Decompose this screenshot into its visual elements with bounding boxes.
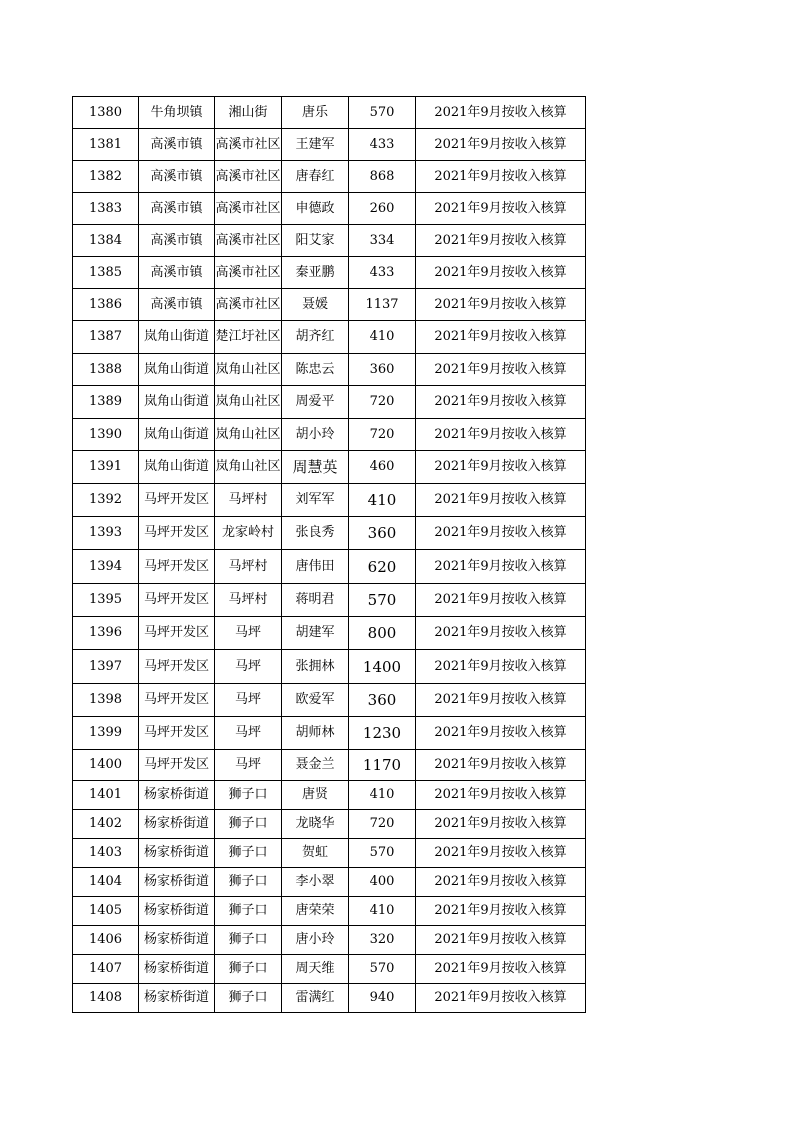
table-row xyxy=(73,451,586,484)
person-name-cell: 申德政 xyxy=(282,193,349,225)
community-cell: 龙家岭村 xyxy=(215,517,282,550)
row-number-cell: 1408 xyxy=(73,984,139,1013)
table-row xyxy=(73,321,586,354)
table-row xyxy=(73,225,586,257)
amount-cell: 410 xyxy=(349,321,416,354)
amount-cell: 433 xyxy=(349,257,416,289)
amount-cell: 800 xyxy=(349,617,416,650)
person-name-cell: 唐荣荣 xyxy=(282,897,349,926)
note-cell: 2021年9月按收入核算 xyxy=(416,354,586,386)
row-number-cell: 1406 xyxy=(73,926,139,955)
table-row xyxy=(73,781,586,810)
note-cell: 2021年9月按收入核算 xyxy=(416,781,586,810)
community-cell: 高溪市社区 xyxy=(215,161,282,193)
note-cell: 2021年9月按收入核算 xyxy=(416,897,586,926)
row-number-cell: 1383 xyxy=(73,193,139,225)
row-number-cell: 1384 xyxy=(73,225,139,257)
community-cell: 岚角山社区 xyxy=(215,419,282,451)
amount-cell: 620 xyxy=(349,550,416,584)
amount-cell: 1400 xyxy=(349,650,416,684)
person-name-cell: 陈忠云 xyxy=(282,354,349,386)
amount-cell: 570 xyxy=(349,955,416,984)
row-number-cell: 1401 xyxy=(73,781,139,810)
community-cell: 狮子口 xyxy=(215,926,282,955)
community-cell: 狮子口 xyxy=(215,810,282,839)
person-name-cell: 秦亚鹏 xyxy=(282,257,349,289)
community-cell: 岚角山社区 xyxy=(215,354,282,386)
row-number-cell: 1394 xyxy=(73,550,139,584)
community-cell: 高溪市社区 xyxy=(215,289,282,321)
amount-cell: 868 xyxy=(349,161,416,193)
table-row xyxy=(73,717,586,750)
person-name-cell: 唐伟田 xyxy=(282,550,349,584)
town-cell: 马坪开发区 xyxy=(139,617,215,650)
town-cell: 牛角坝镇 xyxy=(139,97,215,129)
note-cell: 2021年9月按收入核算 xyxy=(416,810,586,839)
table-row xyxy=(73,617,586,650)
town-cell: 岚角山街道 xyxy=(139,321,215,354)
community-cell: 岚角山社区 xyxy=(215,386,282,419)
row-number-cell: 1403 xyxy=(73,839,139,868)
person-name-cell: 聂金兰 xyxy=(282,750,349,781)
table-row xyxy=(73,161,586,193)
table-row xyxy=(73,926,586,955)
note-cell: 2021年9月按收入核算 xyxy=(416,484,586,517)
community-cell: 高溪市社区 xyxy=(215,257,282,289)
person-name-cell: 胡师林 xyxy=(282,717,349,750)
table-row xyxy=(73,517,586,550)
note-cell: 2021年9月按收入核算 xyxy=(416,321,586,354)
note-cell: 2021年9月按收入核算 xyxy=(416,839,586,868)
amount-cell: 1170 xyxy=(349,750,416,781)
table-row xyxy=(73,354,586,386)
row-number-cell: 1390 xyxy=(73,419,139,451)
town-cell: 杨家桥街道 xyxy=(139,897,215,926)
community-cell: 狮子口 xyxy=(215,955,282,984)
town-cell: 马坪开发区 xyxy=(139,550,215,584)
note-cell: 2021年9月按收入核算 xyxy=(416,451,586,484)
community-cell: 马坪村 xyxy=(215,484,282,517)
community-cell: 马坪 xyxy=(215,617,282,650)
data-table xyxy=(72,96,586,1013)
table-row xyxy=(73,810,586,839)
community-cell: 狮子口 xyxy=(215,781,282,810)
table-row xyxy=(73,750,586,781)
person-name-cell: 胡小玲 xyxy=(282,419,349,451)
amount-cell: 1137 xyxy=(349,289,416,321)
person-name-cell: 唐春红 xyxy=(282,161,349,193)
person-name-cell: 刘军军 xyxy=(282,484,349,517)
community-cell: 湘山街 xyxy=(215,97,282,129)
note-cell: 2021年9月按收入核算 xyxy=(416,868,586,897)
row-number-cell: 1385 xyxy=(73,257,139,289)
person-name-cell: 贺虹 xyxy=(282,839,349,868)
amount-cell: 460 xyxy=(349,451,416,484)
amount-cell: 410 xyxy=(349,897,416,926)
community-cell: 马坪 xyxy=(215,684,282,717)
table-row xyxy=(73,839,586,868)
town-cell: 马坪开发区 xyxy=(139,517,215,550)
amount-cell: 360 xyxy=(349,354,416,386)
amount-cell: 570 xyxy=(349,584,416,617)
row-number-cell: 1398 xyxy=(73,684,139,717)
person-name-cell: 周天维 xyxy=(282,955,349,984)
note-cell: 2021年9月按收入核算 xyxy=(416,584,586,617)
note-cell: 2021年9月按收入核算 xyxy=(416,750,586,781)
town-cell: 马坪开发区 xyxy=(139,684,215,717)
amount-cell: 360 xyxy=(349,517,416,550)
row-number-cell: 1380 xyxy=(73,97,139,129)
note-cell: 2021年9月按收入核算 xyxy=(416,984,586,1013)
table-row xyxy=(73,584,586,617)
row-number-cell: 1386 xyxy=(73,289,139,321)
note-cell: 2021年9月按收入核算 xyxy=(416,550,586,584)
row-number-cell: 1392 xyxy=(73,484,139,517)
person-name-cell: 周慧英 xyxy=(282,451,349,484)
town-cell: 杨家桥街道 xyxy=(139,868,215,897)
note-cell: 2021年9月按收入核算 xyxy=(416,684,586,717)
person-name-cell: 龙晓华 xyxy=(282,810,349,839)
row-number-cell: 1389 xyxy=(73,386,139,419)
table-row xyxy=(73,984,586,1013)
table-row xyxy=(73,550,586,584)
table-row xyxy=(73,129,586,161)
person-name-cell: 蒋明君 xyxy=(282,584,349,617)
person-name-cell: 阳艾家 xyxy=(282,225,349,257)
town-cell: 高溪市镇 xyxy=(139,225,215,257)
note-cell: 2021年9月按收入核算 xyxy=(416,517,586,550)
row-number-cell: 1382 xyxy=(73,161,139,193)
town-cell: 马坪开发区 xyxy=(139,650,215,684)
community-cell: 马坪村 xyxy=(215,550,282,584)
row-number-cell: 1397 xyxy=(73,650,139,684)
amount-cell: 720 xyxy=(349,810,416,839)
town-cell: 马坪开发区 xyxy=(139,750,215,781)
community-cell: 楚江圩社区 xyxy=(215,321,282,354)
note-cell: 2021年9月按收入核算 xyxy=(416,955,586,984)
row-number-cell: 1402 xyxy=(73,810,139,839)
table-body xyxy=(73,97,586,1013)
town-cell: 杨家桥街道 xyxy=(139,984,215,1013)
note-cell: 2021年9月按收入核算 xyxy=(416,419,586,451)
town-cell: 岚角山街道 xyxy=(139,419,215,451)
note-cell: 2021年9月按收入核算 xyxy=(416,650,586,684)
note-cell: 2021年9月按收入核算 xyxy=(416,129,586,161)
person-name-cell: 张拥林 xyxy=(282,650,349,684)
community-cell: 马坪 xyxy=(215,750,282,781)
town-cell: 马坪开发区 xyxy=(139,717,215,750)
town-cell: 高溪市镇 xyxy=(139,129,215,161)
community-cell: 狮子口 xyxy=(215,839,282,868)
amount-cell: 360 xyxy=(349,684,416,717)
person-name-cell: 胡建军 xyxy=(282,617,349,650)
note-cell: 2021年9月按收入核算 xyxy=(416,717,586,750)
person-name-cell: 唐贤 xyxy=(282,781,349,810)
amount-cell: 940 xyxy=(349,984,416,1013)
town-cell: 岚角山街道 xyxy=(139,386,215,419)
table-row xyxy=(73,386,586,419)
note-cell: 2021年9月按收入核算 xyxy=(416,289,586,321)
note-cell: 2021年9月按收入核算 xyxy=(416,926,586,955)
amount-cell: 410 xyxy=(349,781,416,810)
town-cell: 高溪市镇 xyxy=(139,257,215,289)
amount-cell: 570 xyxy=(349,839,416,868)
community-cell: 马坪村 xyxy=(215,584,282,617)
table-row xyxy=(73,257,586,289)
note-cell: 2021年9月按收入核算 xyxy=(416,97,586,129)
table-row xyxy=(73,193,586,225)
row-number-cell: 1399 xyxy=(73,717,139,750)
table-row xyxy=(73,897,586,926)
amount-cell: 334 xyxy=(349,225,416,257)
community-cell: 狮子口 xyxy=(215,868,282,897)
note-cell: 2021年9月按收入核算 xyxy=(416,161,586,193)
amount-cell: 320 xyxy=(349,926,416,955)
table-row xyxy=(73,955,586,984)
person-name-cell: 周爱平 xyxy=(282,386,349,419)
amount-cell: 400 xyxy=(349,868,416,897)
person-name-cell: 胡齐红 xyxy=(282,321,349,354)
town-cell: 杨家桥街道 xyxy=(139,955,215,984)
amount-cell: 433 xyxy=(349,129,416,161)
table-row xyxy=(73,650,586,684)
person-name-cell: 李小翠 xyxy=(282,868,349,897)
table-row xyxy=(73,684,586,717)
amount-cell: 1230 xyxy=(349,717,416,750)
town-cell: 杨家桥街道 xyxy=(139,926,215,955)
row-number-cell: 1391 xyxy=(73,451,139,484)
community-cell: 岚角山社区 xyxy=(215,451,282,484)
row-number-cell: 1387 xyxy=(73,321,139,354)
row-number-cell: 1396 xyxy=(73,617,139,650)
amount-cell: 410 xyxy=(349,484,416,517)
row-number-cell: 1381 xyxy=(73,129,139,161)
amount-cell: 260 xyxy=(349,193,416,225)
row-number-cell: 1400 xyxy=(73,750,139,781)
table-row xyxy=(73,419,586,451)
town-cell: 杨家桥街道 xyxy=(139,781,215,810)
row-number-cell: 1407 xyxy=(73,955,139,984)
community-cell: 狮子口 xyxy=(215,897,282,926)
person-name-cell: 唐小玲 xyxy=(282,926,349,955)
community-cell: 马坪 xyxy=(215,717,282,750)
table-row xyxy=(73,97,586,129)
row-number-cell: 1393 xyxy=(73,517,139,550)
table-row xyxy=(73,289,586,321)
person-name-cell: 雷满红 xyxy=(282,984,349,1013)
community-cell: 马坪 xyxy=(215,650,282,684)
town-cell: 马坪开发区 xyxy=(139,484,215,517)
table-row xyxy=(73,484,586,517)
town-cell: 高溪市镇 xyxy=(139,161,215,193)
note-cell: 2021年9月按收入核算 xyxy=(416,193,586,225)
person-name-cell: 欧爱军 xyxy=(282,684,349,717)
note-cell: 2021年9月按收入核算 xyxy=(416,617,586,650)
community-cell: 高溪市社区 xyxy=(215,193,282,225)
note-cell: 2021年9月按收入核算 xyxy=(416,386,586,419)
person-name-cell: 张良秀 xyxy=(282,517,349,550)
amount-cell: 570 xyxy=(349,97,416,129)
town-cell: 马坪开发区 xyxy=(139,584,215,617)
row-number-cell: 1405 xyxy=(73,897,139,926)
town-cell: 杨家桥街道 xyxy=(139,810,215,839)
amount-cell: 720 xyxy=(349,419,416,451)
row-number-cell: 1395 xyxy=(73,584,139,617)
town-cell: 岚角山街道 xyxy=(139,451,215,484)
row-number-cell: 1388 xyxy=(73,354,139,386)
town-cell: 高溪市镇 xyxy=(139,193,215,225)
person-name-cell: 王建军 xyxy=(282,129,349,161)
note-cell: 2021年9月按收入核算 xyxy=(416,225,586,257)
town-cell: 高溪市镇 xyxy=(139,289,215,321)
town-cell: 杨家桥街道 xyxy=(139,839,215,868)
community-cell: 高溪市社区 xyxy=(215,225,282,257)
note-cell: 2021年9月按收入核算 xyxy=(416,257,586,289)
person-name-cell: 聂媛 xyxy=(282,289,349,321)
person-name-cell: 唐乐 xyxy=(282,97,349,129)
community-cell: 狮子口 xyxy=(215,984,282,1013)
community-cell: 高溪市社区 xyxy=(215,129,282,161)
amount-cell: 720 xyxy=(349,386,416,419)
town-cell: 岚角山街道 xyxy=(139,354,215,386)
table-row xyxy=(73,868,586,897)
row-number-cell: 1404 xyxy=(73,868,139,897)
